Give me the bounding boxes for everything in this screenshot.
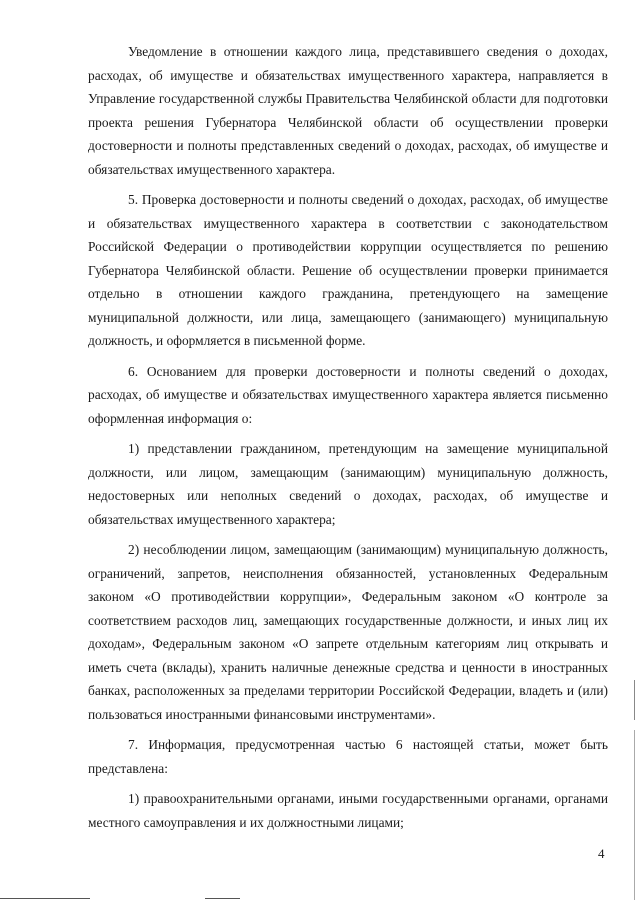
paragraph-notification: Уведомление в отношении каждого лица, представившего сведения о доходах, расходах, об имуществе и обязательствах имущественного характера, направляется в Управление государственной службы Правительства Челябинской области для подготовки проекта решения Губернатора Челябинской области об осуществлении проверки достоверности и полноты представленных сведений о доходах, расходах, об имуществе и обязательствах имущественного характера. (88, 44, 608, 177)
paragraph-item-5: 5. Проверка достоверности и полноты сведений о доходах, расходах, об имуществе и обязательствах имущественного характера в соответствии с законодательством Российской Федерации о противодействии коррупции осуществляется по решению Губернатора Челябинской области. Решение об осуществлении проверки принимается отдельно в отношении каждого гражданина, претендующего на замещение муниципальной должности, или лица, замещающего (занимающего) муниципальную должность, и оформляется в письменной форме. (88, 192, 608, 348)
paragraph-item-7-1: 1) правоохранительными органами, иными государственными органами, органами местного самоуправления и их должностными лицами; (88, 791, 608, 830)
scan-edge-mark-lower (634, 730, 635, 900)
paragraph-item-7: 7. Информация, предусмотренная частью 6 настоящей статьи, может быть представлена: (88, 737, 608, 776)
paragraph-item-6: 6. Основанием для проверки достоверности и полноты сведений о доходах, расходах, об имуществе и обязательствах имущественного характера является письменно оформленная информация о: (88, 363, 608, 426)
paragraph-item-6-1: 1) представлении гражданином, претендующим на замещение муниципальной должности, или лицом, замещающим (занимающим) муниципальную должность, недостоверных или неполных сведений о доходах, расходах, об имуществе и обязательствах имущественного характера; (88, 441, 608, 527)
scan-edge-mark-upper (634, 680, 635, 720)
scan-footer-line-left (0, 898, 90, 899)
paragraph-item-6-2: 2) несоблюдении лицом, замещающим (занимающим) муниципальную должность, ограничений, запретов, неисполнения обязанностей, установленных Федеральным законом «О противодействии коррупции», Федеральным законом «О контроле за соответствием расходов лиц, замещающих государственные должности, и иных лиц их доходам», Федеральным законом «О запрете отдельным категориям лиц открывать и иметь счета (вклады), хранить наличные денежные средства и ценности в иностранных банках, расположенных за пределами территории Российской Федерации, владеть и (или) пользоваться иностранными финансовыми инструментами». (88, 542, 608, 722)
document-body (88, 40, 608, 841)
scan-footer-line-mid (205, 898, 240, 899)
page-number: 4 (598, 846, 605, 861)
